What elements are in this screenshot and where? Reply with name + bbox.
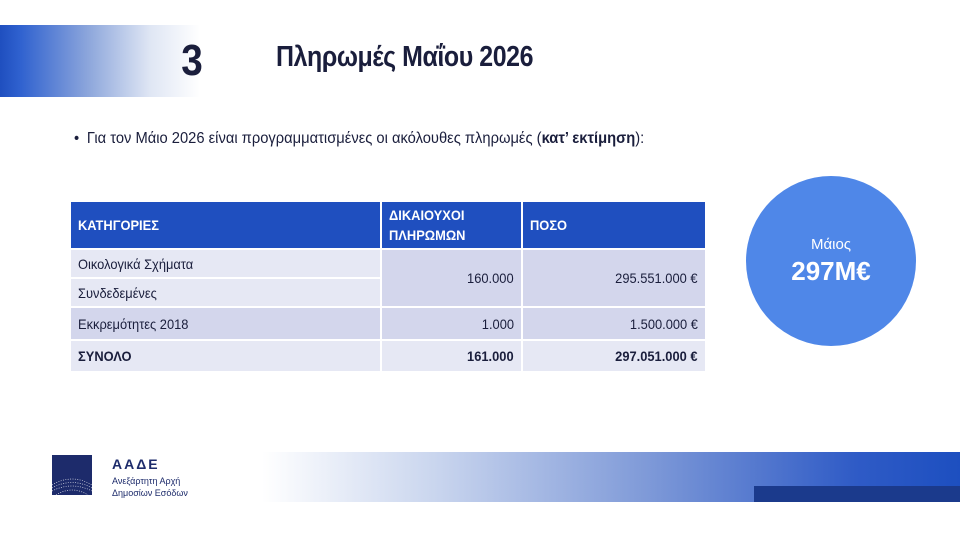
bullet-item	[74, 130, 644, 148]
beneficiaries-cell: 1.000	[381, 307, 522, 340]
month-summary-circle	[746, 176, 916, 346]
payments-table	[69, 200, 707, 373]
header-amount: ΠΟΣΟ	[522, 201, 706, 249]
bullet-emphasis: κατ’ εκτίμηση	[541, 130, 636, 147]
logo-subtitle-line2: Δημοσίων Εσόδων	[112, 488, 188, 498]
logo-name: ΑΑΔΕ	[112, 456, 160, 472]
amount-cell: 295.551.000 €	[522, 249, 706, 307]
header-gradient-band	[0, 25, 200, 97]
month-label: Μάιος	[810, 236, 852, 253]
beneficiaries-cell: 160.000	[381, 249, 522, 307]
amount-cell: 1.500.000 €	[522, 307, 706, 340]
slide-number: 3	[181, 36, 203, 85]
table-row	[70, 307, 706, 340]
table-header-row	[70, 201, 706, 249]
aade-logo-icon	[52, 455, 92, 495]
total-label: ΣΥΝΟΛΟ	[70, 340, 381, 372]
category-cell: Συνδεδεμένες	[70, 278, 381, 307]
header-beneficiaries: ΔΙΚΑΙΟΥΧΟΙ ΠΛΗΡΩΜΩΝ	[381, 201, 522, 249]
category-cell: Εκκρεμότητες 2018	[70, 307, 381, 340]
total-amount: 297.051.000 €	[522, 340, 706, 372]
slide-title: Πληρωμές Μαΐου 2026	[276, 41, 534, 73]
bullet-text: Για τον Μάιο 2026 είναι προγραμματισμένες οι ακόλουθες πληρωμές (	[86, 130, 542, 147]
header-categories: ΚΑΤΗΓΟΡΙΕΣ	[70, 201, 381, 249]
bullet-dot-icon: •	[74, 130, 80, 147]
table-row	[70, 249, 706, 278]
table-total-row	[70, 340, 706, 372]
footer-accent-bar	[754, 486, 960, 502]
month-total-value: 297Μ€	[791, 256, 871, 286]
logo-subtitle-line1: Ανεξάρτητη Αρχή	[112, 476, 181, 486]
category-cell: Οικολογικά Σχήματα	[70, 249, 381, 278]
bullet-text-end: ):	[635, 130, 645, 147]
total-beneficiaries: 161.000	[381, 340, 522, 372]
